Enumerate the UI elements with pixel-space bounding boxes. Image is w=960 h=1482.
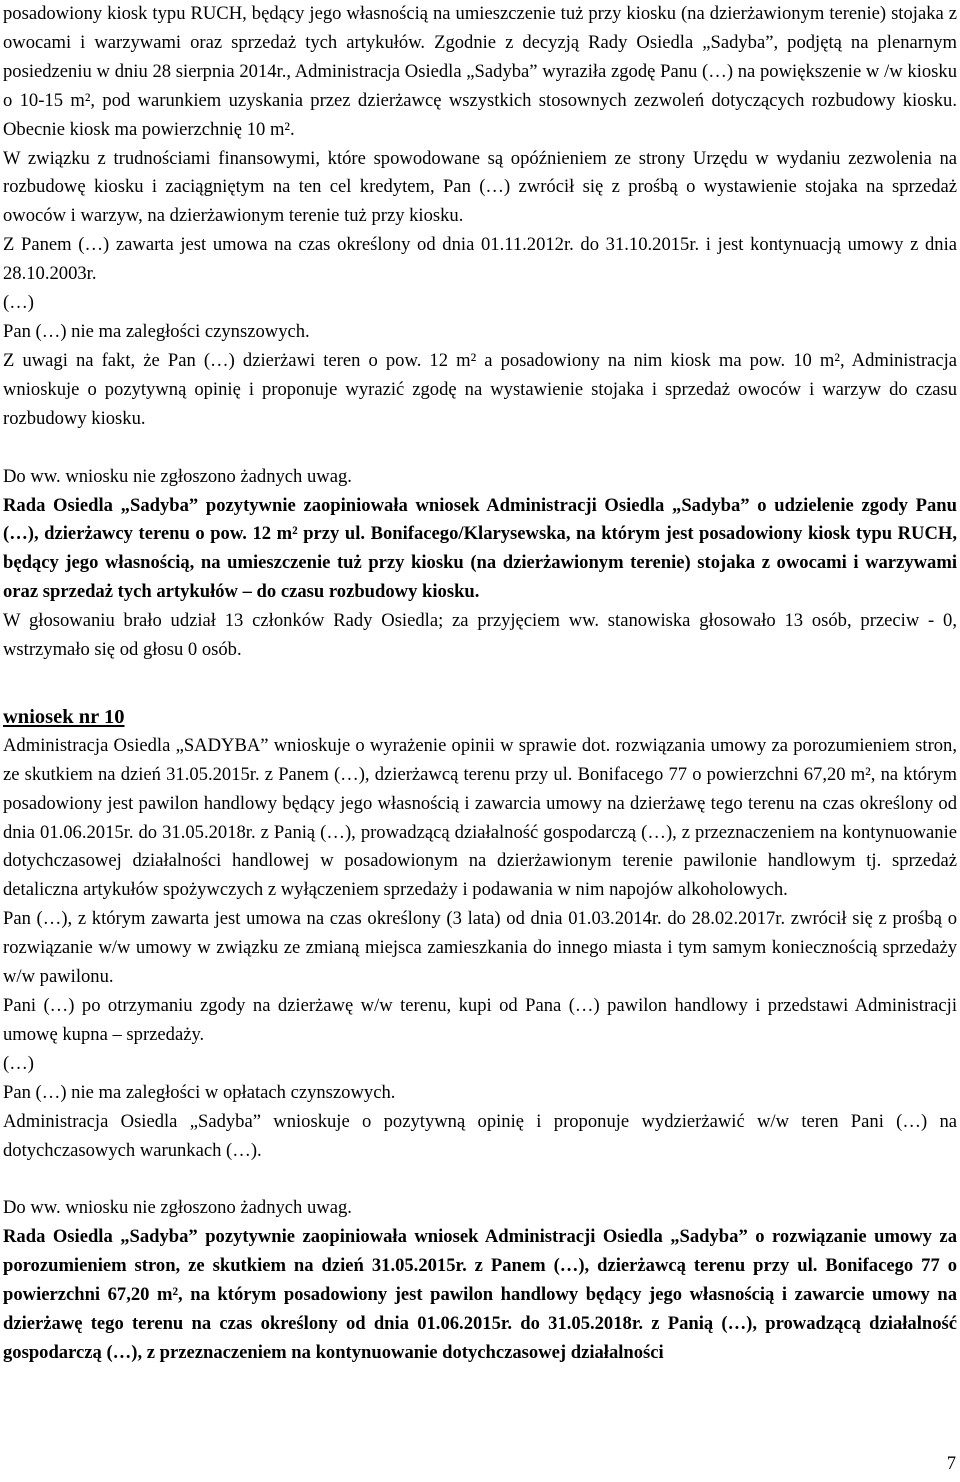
paragraph-no-arrears: Pan (…) nie ma zaległości czynszowych. [3,320,310,342]
spacer [3,434,957,463]
spacer [3,665,957,703]
paragraph-termination-request: Pan (…), z którym zawarta jest umowa na czas określony (3 lata) od dnia 01.03.2014r. do 28.02.2017r. zwrócił się z prośbą o rozwiązanie w/w umowy w związku ze zmianą miejsca zamieszkania do innego miasta i tym samym koniecznością sprzedaży w/w pawilonu. [3,908,957,988]
document-page [3,0,957,1368]
paragraph-voting-result: W głosowaniu brało udział 13 członków Rady Osiedla; za przyjęciem ww. stanowiska głosowało 13 osób, przeciw - 0, wstrzymało się od głosu 0 osób. [3,610,957,661]
paragraph-council-resolution: Rada Osiedla „Sadyba” pozytywnie zaopiniowała wniosek Administracji Osiedla „Sadyba” o udzielenie zgody Panu (…), dzierżawcy terenu o pow. 12 m² przy ul. Bonifacego/Klarysewska, na którym jest posadowiony kiosk typu RUCH, będący jego własnością, na umieszczenie tuż przy kiosku (na dzierżawionym terenie) stojaka z owocami i warzywami oraz sprzedaż tych artykułów – do czasu rozbudowy kiosku. [3,494,957,603]
paragraph-no-comments-2: Do ww. wniosku nie zgłoszono żadnych uwag. [3,1197,352,1219]
paragraph-lease-proposal: Administracja Osiedla „Sadyba” wnioskuje o pozytywną opinię i proponuje wydzierżawić w/w teren Pani (…) na dotychczasowych warunkach (…). [3,1110,957,1161]
spacer [3,1165,957,1194]
paragraph-purchase-agreement: Pani (…) po otrzymaniu zgody na dzierżawę w/w terenu, kupi od Pana (…) pawilon handlowy i przedstawi Administracji umowę kupna – sprzedaży. [3,995,957,1045]
paragraph-no-comments: Do ww. wniosku nie zgłoszono żadnych uwag. [3,465,352,487]
paragraph-contract-terms: Z Panem (…) zawarta jest umowa na czas określony od dnia 01.11.2012r. do 31.10.2015r. i jest kontynuacją umowy z dnia 28.10.2003r. [3,234,957,285]
page-number: 7 [946,1453,956,1474]
paragraph-administration-proposal: Z uwagi na fakt, że Pan (…) dzierżawi teren o pow. 12 m² a posadowiony na nim kiosk ma pow. 10 m², Administracja wnioskuje o pozytywną opinię i proponuje wyrazić zgodę na wystawienie stojaka i sprzedaż owoców i warzyw do czasu rozbudowy kiosku. [3,349,957,429]
paragraph-omission-2: (…) [3,1052,34,1074]
section-heading: wniosek nr 10 [3,705,125,728]
paragraph-omission: (…) [3,292,34,314]
paragraph-motion-10: Administracja Osiedla „SADYBA” wnioskuje o wyrażenie opinii w sprawie dot. rozwiązania umowy za porozumieniem stron, ze skutkiem na dzień 31.05.2015r. z Panem (…), dzierżawcą terenu przy ul. Bonifacego 77 o powierzchni 67,20 m², na którym posadowiony jest pawilon handlowy będący jego własnością i zawarcia umowy na dzierżawę tego terenu na czas określony od dnia 01.06.2015r. do 31.05.2018r. z Panią (…), prowadzącą działalność gospodarczą (…), z przeznaczeniem na kontynuowanie dotychczasowej działalności handlowej w posadowionym na dzierżawionym terenie pawilonie handlowym tj. sprzedaż detaliczna artykułów spożywczych z wyłączeniem sprzedaży i podawania w nim napojów alkoholowych. [3,734,957,901]
paragraph-council-resolution-2: Rada Osiedla „Sadyba” pozytywnie zaopiniowała wniosek Administracji Osiedla „Sadyba” o rozwiązanie umowy za porozumieniem stron, ze skutkiem na dzień 31.05.2015r. z Panem (…), dzierżawcą terenu przy ul. Bonifacego 77 o powierzchni 67,20 m², na którym posadowiony jest pawilon handlowy będący jego własnością i zawarcie umowy na dzierżawę tego terenu na czas określony od dnia 01.06.2015r. do 31.05.2018r. z Panią (…), prowadzącą działalność gospodarczą (…), z przeznaczeniem na kontynuowanie dotychczasowej działalności [3,1226,957,1363]
paragraph-no-rent-arrears: Pan (…) nie ma zaległości w opłatach czynszowych. [3,1081,396,1103]
paragraph-kiosk-decision: posadowiony kiosk typu RUCH, będący jego własnością na umieszczenie tuż przy kiosku (na dzierżawionym terenie) stojaka z owocami i warzywami oraz sprzedaż tych artykułów. Zgodnie z decyzją Rady Osiedla „Sadyba”, podjętą na plenarnym posiedzeniu w dniu 28 sierpnia 2014r., Administracja Osiedla „Sadyba” wyraziła zgodę Panu (…) na powiększenie w /w kiosku o 10-15 m², pod warunkiem uzyskania przez dzierżawcę wszystkich stosownych zezwoleń dotyczących rozbudowy kiosku. Obecnie kiosk ma powierzchnię 10 m². [3,3,957,140]
paragraph-financial-difficulties: W związku z trudnościami finansowymi, które spowodowane są opóźnieniem ze strony Urzędu w wydaniu zezwolenia na rozbudowę kiosku i zaciągniętym na ten cel kredytem, Pan (…) zwrócił się z prośbą o wystawienie stojaka na sprzedaż owoców i warzyw, na dzierżawionym terenie tuż przy kiosku. [3,147,957,227]
